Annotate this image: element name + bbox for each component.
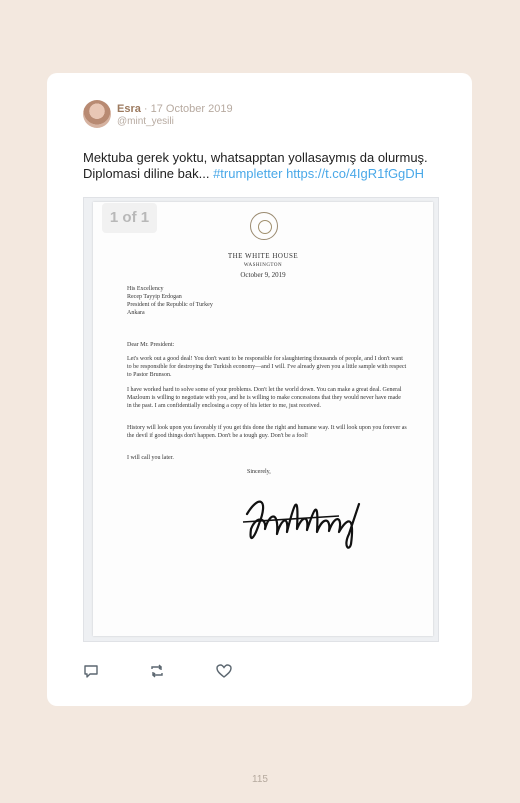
letter-address: [127, 285, 213, 317]
url-link[interactable]: https://t.co/4IgR1fGgDH: [286, 166, 425, 181]
letter-paragraph: I have worked hard to solve some of your problems. Don't let the world down. You can make a great deal. General Mazloum is willing to negotiate with you, and he is willing to make concessions that they would never have made in the past. I am confidentially enclosing a copy of his letter to me, just received.: [127, 387, 402, 409]
letter-date: October 9, 2019: [240, 271, 286, 279]
letter-place: WASHINGTON: [243, 263, 283, 268]
tweet-text: [83, 150, 453, 182]
author-handle[interactable]: @mint_yesili: [117, 116, 174, 127]
page-number: 115: [252, 774, 268, 785]
letter-letterhead: THE WHITE HOUSE: [227, 252, 299, 260]
tweet-date: · 17 October 2019: [143, 103, 233, 115]
letter-salutation: Dear Mr. President:: [127, 342, 175, 348]
avatar[interactable]: [83, 100, 111, 128]
presidential-seal-icon: [250, 212, 278, 240]
reply-icon[interactable]: [83, 663, 99, 679]
letter-paragraph: Let's work out a good deal! You don't want to be responsible for slaughtering thousands of people, and I don't want to be responsible for destroying the Turkish economy—and I will. I've already given you a little sample with respect to Pastor Brunson.: [127, 356, 407, 378]
tweet-photo[interactable]: [83, 197, 439, 642]
signature-image: [239, 484, 369, 554]
letter-paragraph: History will look upon you favorably if you get this done the right and humane way. It will look upon you forever as the devil if good things don't happen. Don't be a tough guy. Don't be a fool!: [127, 425, 407, 439]
tweet-author: [117, 103, 233, 115]
tweet-card: [47, 73, 472, 706]
letter-closing: Sincerely,: [247, 469, 271, 475]
heart-icon[interactable]: [216, 663, 232, 679]
tweet-text-main: Mektuba gerek yoktu, whatsapptan yollasaymış da olurmuş. Diplomasi diline bak...: [83, 150, 428, 181]
image-counter: 1 of 1: [102, 203, 157, 233]
letter-address-text: His Excellency Recep Tayyip Erdogan President of the Republic of Turkey Ankara: [127, 286, 213, 316]
letter-image: [93, 202, 433, 636]
author-name[interactable]: Esra: [117, 103, 141, 115]
letter-paragraph: I will call you later.: [127, 455, 174, 461]
retweet-icon[interactable]: [149, 663, 165, 679]
hashtag-link[interactable]: #trumpletter: [213, 166, 283, 181]
